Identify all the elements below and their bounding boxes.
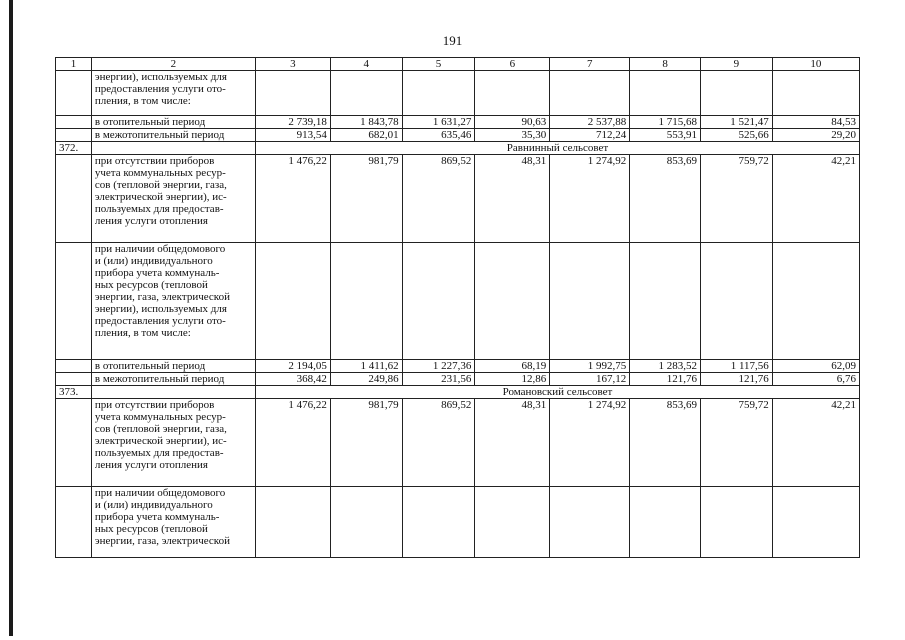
table-body — [56, 58, 860, 558]
value-cell: 1 274,92 — [550, 399, 630, 487]
label-line: энергии), используемых для — [94, 303, 227, 315]
empty-cell — [475, 487, 550, 558]
value-cell: 1 283,52 — [630, 360, 701, 373]
header-cell: 1 — [56, 58, 92, 71]
empty-cell — [330, 243, 402, 360]
empty-cell — [330, 487, 402, 558]
label-line: прибора учета коммуналь- — [94, 511, 220, 523]
value-cell: 68,19 — [475, 360, 550, 373]
empty-cell — [91, 386, 255, 399]
table-row — [56, 399, 860, 487]
row-label — [91, 155, 255, 243]
empty-cell — [701, 243, 773, 360]
row-label: в отопительный период — [91, 116, 255, 129]
section-number: 372. — [56, 142, 92, 155]
num-cell — [56, 373, 92, 386]
header-cell: 10 — [772, 58, 859, 71]
table-row — [56, 373, 860, 386]
empty-cell — [550, 243, 630, 360]
row-label: в отопительный период — [91, 360, 255, 373]
empty-cell — [402, 487, 475, 558]
label-line: ных ресурсов (тепловой — [94, 279, 208, 291]
table-row — [56, 116, 860, 129]
value-cell: 1 843,78 — [330, 116, 402, 129]
left-edge-bar — [9, 0, 13, 636]
label-line: энергии, газа, электрической — [94, 535, 230, 547]
tariff-table — [55, 57, 860, 558]
label-line: при отсутствии приборов — [94, 155, 215, 167]
section-row — [56, 386, 860, 399]
label-line: и (или) индивидуального — [94, 255, 213, 267]
empty-cell — [630, 71, 701, 116]
value-cell: 712,24 — [550, 129, 630, 142]
value-cell: 1 521,47 — [701, 116, 773, 129]
label-line: предоставления услуги ото- — [94, 315, 226, 327]
value-cell: 1 274,92 — [550, 155, 630, 243]
table-row — [56, 155, 860, 243]
num-cell — [56, 116, 92, 129]
num-cell — [56, 129, 92, 142]
label-line: предоставления услуги ото- — [94, 83, 226, 95]
label-line: и (или) индивидуального — [94, 499, 213, 511]
label-line: сов (тепловой энергии, газа, — [94, 179, 227, 191]
row-label — [91, 243, 255, 360]
value-cell: 682,01 — [330, 129, 402, 142]
num-cell — [56, 243, 92, 360]
label-line: пления, в том числе: — [94, 95, 191, 107]
empty-cell — [402, 71, 475, 116]
value-cell: 84,53 — [772, 116, 859, 129]
num-cell — [56, 71, 92, 116]
empty-cell — [772, 487, 859, 558]
label-line: при наличии общедомового — [94, 487, 226, 499]
value-cell: 167,12 — [550, 373, 630, 386]
empty-cell — [255, 243, 330, 360]
value-cell: 6,76 — [772, 373, 859, 386]
value-cell: 759,72 — [701, 155, 773, 243]
table-row — [56, 71, 860, 116]
value-cell: 368,42 — [255, 373, 330, 386]
header-cell: 7 — [550, 58, 630, 71]
empty-cell — [91, 142, 255, 155]
value-cell: 1 411,62 — [330, 360, 402, 373]
value-cell: 12,86 — [475, 373, 550, 386]
value-cell: 869,52 — [402, 399, 475, 487]
label-line: при наличии общедомового — [94, 243, 226, 255]
num-cell — [56, 155, 92, 243]
num-cell — [56, 399, 92, 487]
page-number: 191 — [442, 33, 463, 48]
value-cell: 48,31 — [475, 399, 550, 487]
value-cell: 2 537,88 — [550, 116, 630, 129]
value-cell: 2 194,05 — [255, 360, 330, 373]
value-cell: 553,91 — [630, 129, 701, 142]
value-cell: 42,21 — [772, 155, 859, 243]
value-cell: 981,79 — [330, 399, 402, 487]
value-cell: 1 715,68 — [630, 116, 701, 129]
value-cell: 35,30 — [475, 129, 550, 142]
section-name: Романовский сельсовет — [255, 386, 859, 399]
label-line: ных ресурсов (тепловой — [94, 523, 208, 535]
header-row — [56, 58, 860, 71]
label-line: учета коммунальных ресур- — [94, 411, 226, 423]
label-line: ления услуги отопления — [94, 215, 208, 227]
row-label — [91, 399, 255, 487]
value-cell: 2 739,18 — [255, 116, 330, 129]
empty-cell — [701, 487, 773, 558]
label-line: учета коммунальных ресур- — [94, 167, 226, 179]
value-cell: 29,20 — [772, 129, 859, 142]
header-cell: 2 — [91, 58, 255, 71]
value-cell: 90,63 — [475, 116, 550, 129]
value-cell: 1 117,56 — [701, 360, 773, 373]
value-cell: 1 631,27 — [402, 116, 475, 129]
row-label — [91, 487, 255, 558]
row-label: в межотопительный период — [91, 129, 255, 142]
empty-cell — [701, 71, 773, 116]
label-line: пользуемых для предостав- — [94, 203, 224, 215]
num-cell — [56, 360, 92, 373]
header-cell: 8 — [630, 58, 701, 71]
num-cell — [56, 487, 92, 558]
label-line: прибора учета коммуналь- — [94, 267, 220, 279]
table-row — [56, 243, 860, 360]
empty-cell — [255, 487, 330, 558]
label-line: пользуемых для предостав- — [94, 447, 224, 459]
value-cell: 525,66 — [701, 129, 773, 142]
value-cell: 869,52 — [402, 155, 475, 243]
label-line: пления, в том числе: — [94, 327, 191, 339]
empty-cell — [772, 243, 859, 360]
header-cell: 3 — [255, 58, 330, 71]
value-cell: 121,76 — [630, 373, 701, 386]
value-cell: 913,54 — [255, 129, 330, 142]
row-label — [91, 71, 255, 116]
label-line: электрической энергии), ис- — [94, 191, 227, 203]
label-line: при отсутствии приборов — [94, 399, 215, 411]
empty-cell — [475, 243, 550, 360]
empty-cell — [772, 71, 859, 116]
header-cell: 9 — [701, 58, 773, 71]
empty-cell — [630, 243, 701, 360]
value-cell: 635,46 — [402, 129, 475, 142]
table-row — [56, 129, 860, 142]
value-cell: 62,09 — [772, 360, 859, 373]
value-cell: 759,72 — [701, 399, 773, 487]
header-cell: 4 — [330, 58, 402, 71]
value-cell: 853,69 — [630, 155, 701, 243]
value-cell: 1 476,22 — [255, 155, 330, 243]
label-line: энергии, газа, электрической — [94, 291, 230, 303]
empty-cell — [550, 487, 630, 558]
label-line: ления услуги отопления — [94, 459, 208, 471]
header-cell: 6 — [475, 58, 550, 71]
value-cell: 853,69 — [630, 399, 701, 487]
value-cell: 121,76 — [701, 373, 773, 386]
table-row — [56, 487, 860, 558]
value-cell: 42,21 — [772, 399, 859, 487]
section-name: Равнинный сельсовет — [255, 142, 859, 155]
table-row — [56, 360, 860, 373]
label-line: энергии), используемых для — [94, 71, 227, 83]
label-line: сов (тепловой энергии, газа, — [94, 423, 227, 435]
empty-cell — [255, 71, 330, 116]
header-cell: 5 — [402, 58, 475, 71]
label-line: электрической энергии), ис- — [94, 435, 227, 447]
value-cell: 1 227,36 — [402, 360, 475, 373]
value-cell: 48,31 — [475, 155, 550, 243]
value-cell: 1 992,75 — [550, 360, 630, 373]
section-number: 373. — [56, 386, 92, 399]
value-cell: 981,79 — [330, 155, 402, 243]
empty-cell — [402, 243, 475, 360]
empty-cell — [475, 71, 550, 116]
empty-cell — [550, 71, 630, 116]
empty-cell — [330, 71, 402, 116]
value-cell: 1 476,22 — [255, 399, 330, 487]
value-cell: 231,56 — [402, 373, 475, 386]
value-cell: 249,86 — [330, 373, 402, 386]
section-row — [56, 142, 860, 155]
row-label: в межотопительный период — [91, 373, 255, 386]
empty-cell — [630, 487, 701, 558]
